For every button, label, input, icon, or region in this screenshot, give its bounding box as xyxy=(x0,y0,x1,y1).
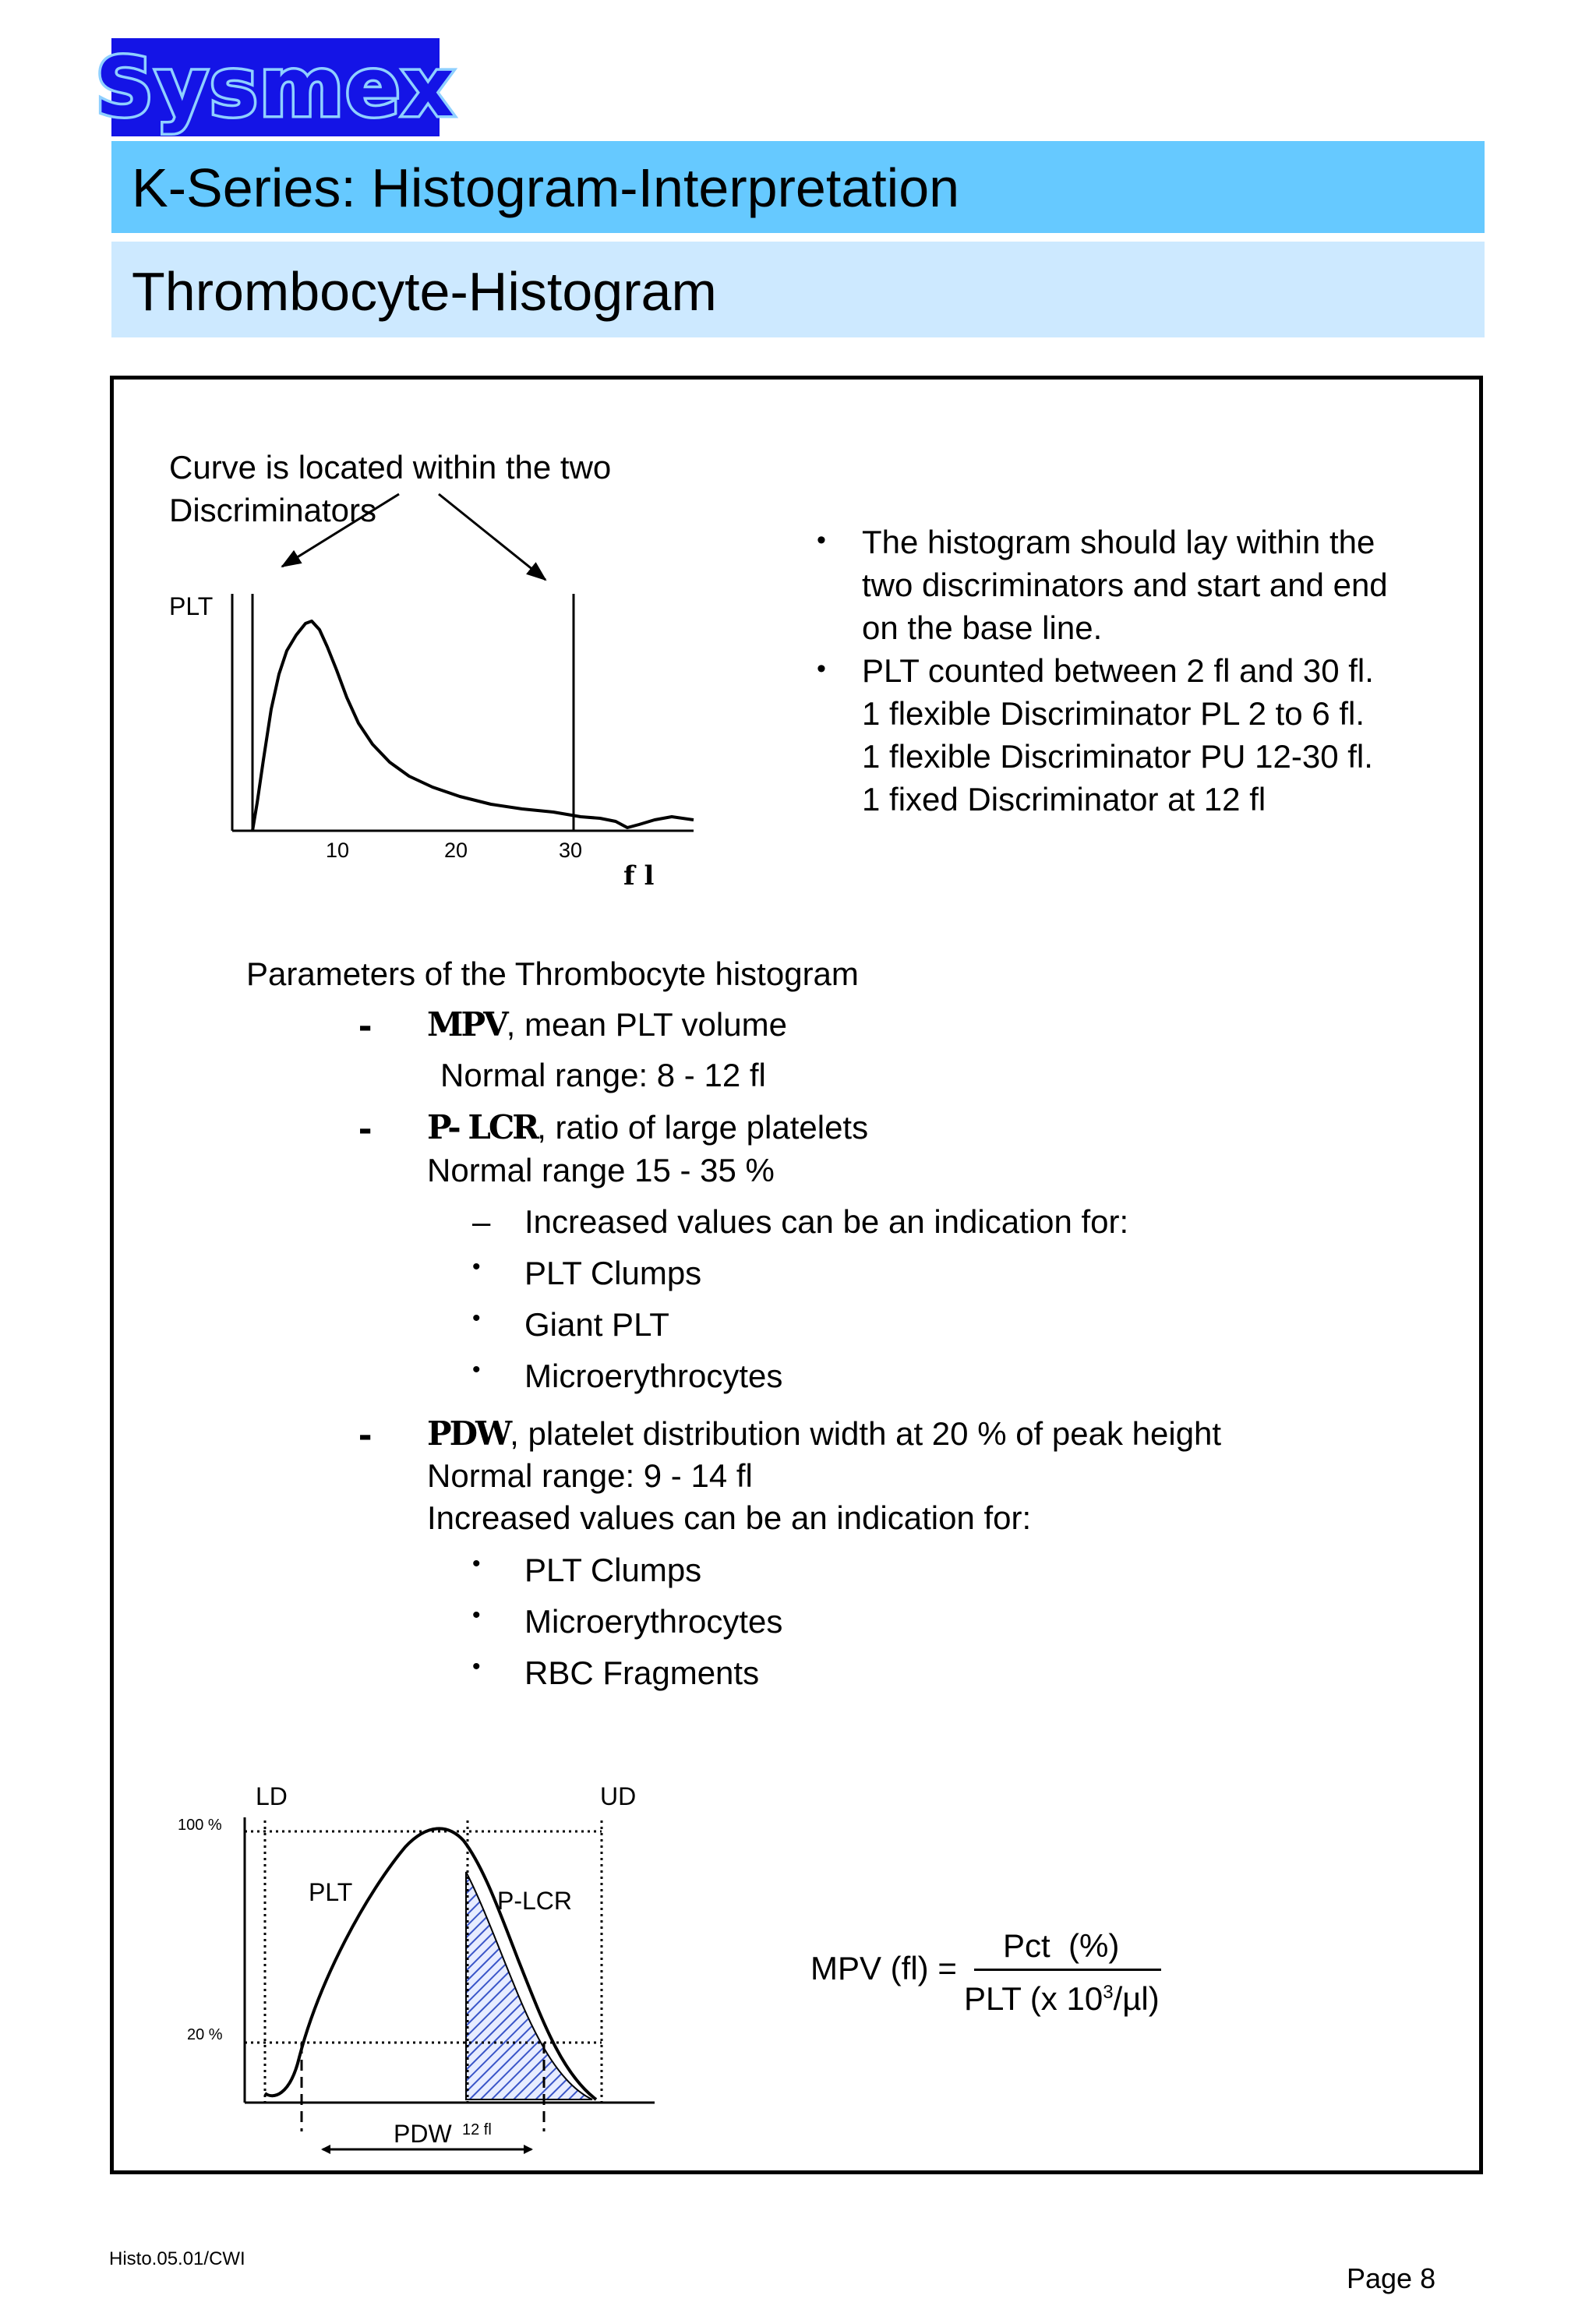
histogram-caption-line1: Curve is located within the two xyxy=(169,449,612,486)
pdw-item-bullet: • xyxy=(472,1602,481,1628)
plcr-item-bullet: • xyxy=(472,1357,481,1383)
plcr-item-3: Microerythrocytes xyxy=(524,1358,783,1394)
histogram-ylabel: PLT xyxy=(169,592,214,620)
document-code: Histo.05.01/CWI xyxy=(109,2248,245,2269)
pdw-item-1: PLT Clumps xyxy=(524,1552,702,1588)
plcr-item-2: Giant PLT xyxy=(524,1306,669,1343)
plcr-item-bullet: • xyxy=(472,1305,481,1331)
pdw-item-bullet: • xyxy=(472,1654,481,1679)
plcr-dash: - xyxy=(358,1106,373,1151)
formula-numerator: Pct (%) xyxy=(1003,1927,1120,1964)
plcr-abbr: P- LCR xyxy=(427,1108,538,1146)
plcr-note-dash: – xyxy=(472,1203,491,1240)
ld-label: LD xyxy=(256,1782,288,1810)
plt-area-label: PLT xyxy=(309,1878,353,1906)
mpv-dash: - xyxy=(358,1003,373,1048)
xtick-20: 20 xyxy=(444,839,468,862)
plcr-area-label: P-LCR xyxy=(497,1887,573,1915)
ud-label: UD xyxy=(600,1782,637,1810)
plcr-note: Increased values can be an indication for: xyxy=(524,1203,1129,1240)
xunit-fl: f l xyxy=(623,860,655,892)
plcr-desc: , ratio of large platelets xyxy=(537,1109,869,1146)
pdw-range: Normal range: 9 - 14 fl xyxy=(427,1457,753,1494)
note-bullet-1: • The histogram should lay within the two discriminators and start and end on the base line. xyxy=(817,521,1388,649)
plcr-item-1: PLT Clumps xyxy=(524,1255,702,1291)
formula-fraction-bar xyxy=(974,1969,1161,1971)
mpv-range: Normal range: 8 - 12 fl xyxy=(440,1057,766,1093)
page-number: Page 8 xyxy=(1347,2262,1436,2294)
pdw-item-3: RBC Fragments xyxy=(524,1654,760,1691)
pdw-item-2: Microerythrocytes xyxy=(524,1603,783,1640)
note-bullet-2: • PLT counted between 2 fl and 30 fl. 1 flexible Discriminator PL 2 to 6 fl. 1 flexible Discriminator PU 12-30 fl. 1 fixed Discriminator at 12 fl xyxy=(817,649,1388,821)
xtick-10: 10 xyxy=(326,839,350,862)
xtick-30: 30 xyxy=(559,839,583,862)
formula-lhs: MPV (fl) = xyxy=(810,1950,957,1986)
pdw-note: Increased values can be an indication for: xyxy=(427,1499,1032,1536)
y-100-label: 100 % xyxy=(178,1817,222,1834)
plcr-range: Normal range 15 - 35 % xyxy=(427,1152,775,1188)
parameters-heading: Parameters of the Thrombocyte histogram xyxy=(246,955,859,992)
twelve-fl-label: 12 fl xyxy=(462,2121,492,2138)
logo-text: Sysmex xyxy=(95,40,456,135)
histogram-caption-line2: Discriminators xyxy=(169,492,377,528)
pdw-dash: - xyxy=(358,1412,373,1457)
formula-denominator: PLT (x $10^3/\mu l$) xyxy=(964,1980,1160,2017)
plcr-item-bullet: • xyxy=(472,1254,481,1280)
pdw-abbr: PDW xyxy=(427,1414,510,1453)
page-title: K-Series: Histogram-Interpretation xyxy=(132,157,960,218)
mpv-abbr: MPV xyxy=(427,1005,507,1044)
page-subtitle: Thrombocyte-Histogram xyxy=(132,261,717,322)
pdw-label: PDW xyxy=(394,2120,452,2148)
pdw-desc: , platelet distribution width at 20 % of peak height xyxy=(510,1415,1222,1452)
y-20-label: 20 % xyxy=(187,2026,223,2043)
mpv-desc: , mean PLT volume xyxy=(506,1006,787,1043)
pdw-item-bullet: • xyxy=(472,1551,481,1577)
